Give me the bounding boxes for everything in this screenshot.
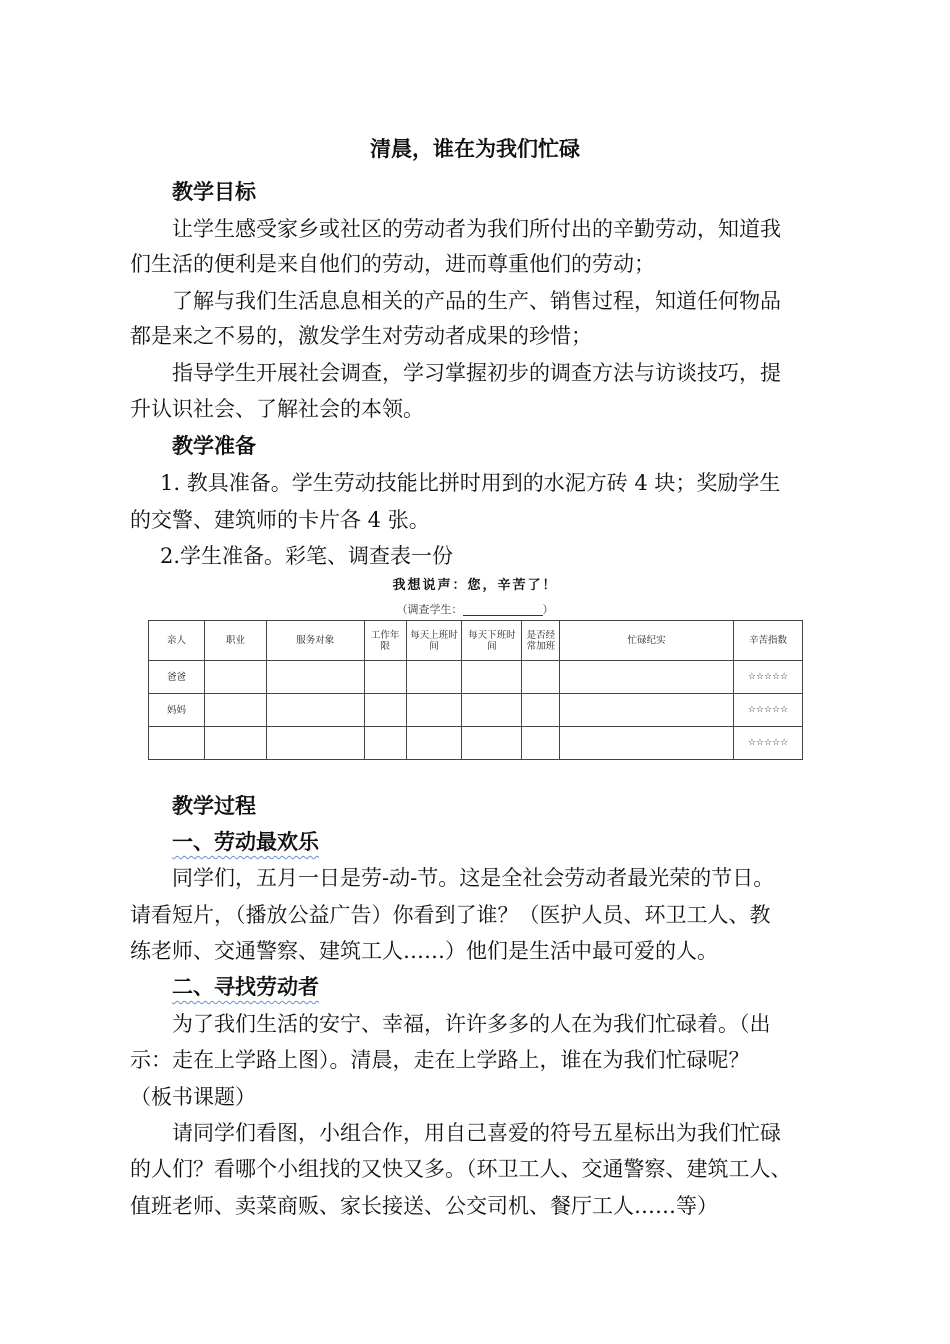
- table-row: [149, 694, 803, 727]
- goals-line: 指导学生开展社会调查，学习掌握初步的调查方法与访谈技巧，提: [172, 361, 781, 385]
- section1-heading: 一、劳动最欢乐: [172, 830, 319, 854]
- rating-stars: ☆☆☆☆☆: [733, 694, 802, 727]
- table-cell: [406, 694, 462, 727]
- table-cell: [266, 727, 364, 760]
- table-cell: [462, 661, 522, 694]
- document-title: 清晨，谁在为我们忙碌: [370, 137, 580, 161]
- survey-subtitle-prefix: （调查学生：: [396, 603, 463, 616]
- section2-line: （板书课题）: [130, 1085, 256, 1109]
- table-row: [149, 727, 803, 760]
- table-cell: [522, 727, 560, 760]
- table-row: [149, 661, 803, 694]
- process-heading: 教学过程: [172, 794, 256, 818]
- goals-line: 升认识社会、了解社会的本领。: [130, 397, 424, 421]
- table-cell: 爸爸: [149, 661, 205, 694]
- table-cell: [149, 727, 205, 760]
- table-cell: [522, 694, 560, 727]
- table-cell: [204, 661, 266, 694]
- table-cell: 妈妈: [149, 694, 205, 727]
- table-cell: [406, 727, 462, 760]
- prep-line: 的交警、建筑师的卡片各 4 张。: [130, 508, 430, 532]
- table-cell: [406, 661, 462, 694]
- table-cell: [266, 661, 364, 694]
- prep-line: 2.学生准备。彩笔、调查表一份: [160, 544, 454, 568]
- table-cell: [204, 694, 266, 727]
- table-cell: [560, 727, 734, 760]
- header-cell: 辛苦指数: [733, 621, 802, 661]
- section2-line: 为了我们生活的安宁、幸福，许许多多的人在为我们忙碌着。（出: [172, 1012, 771, 1036]
- section2-line: 请同学们看图，小组合作，用自己喜爱的符号五星标出为我们忙碌: [172, 1121, 781, 1145]
- rating-stars: ☆☆☆☆☆: [733, 727, 802, 760]
- goals-line: 让学生感受家乡或社区的劳动者为我们所付出的辛勤劳动，知道我: [172, 217, 781, 241]
- section2-line: 示：走在上学路上图）。清晨，走在上学路上，谁在为我们忙碌呢？: [130, 1048, 750, 1072]
- goals-line: 都是来之不易的，激发学生对劳动者成果的珍惜；: [130, 324, 592, 348]
- table-cell: [204, 727, 266, 760]
- student-name-blank: [463, 605, 543, 616]
- section2-heading: 二、寻找劳动者: [172, 975, 319, 999]
- header-cell: 工作年限: [364, 621, 406, 661]
- survey-subtitle-suffix: ）: [542, 603, 554, 616]
- table-cell: [364, 727, 406, 760]
- header-cell: 是否经常加班: [522, 621, 560, 661]
- survey-subtitle: [0, 601, 950, 617]
- prep-heading: 教学准备: [172, 434, 256, 458]
- table-cell: [266, 694, 364, 727]
- header-cell: 服务对象: [266, 621, 364, 661]
- header-cell: 忙碌纪实: [560, 621, 734, 661]
- header-cell: 每天下班时间: [462, 621, 522, 661]
- table-cell: [522, 661, 560, 694]
- section1-line: 练老师、交通警察、建筑工人……）他们是生活中最可爱的人。: [130, 939, 718, 963]
- table-cell: [364, 661, 406, 694]
- prep-line: 1. 教具准备。学生劳动技能比拼时用到的水泥方砖 4 块；奖励学生: [160, 471, 781, 495]
- rating-stars: ☆☆☆☆☆: [733, 661, 802, 694]
- survey-title: 我想说声：您，辛苦了！: [392, 578, 558, 593]
- section1-line: 请看短片，（播放公益广告）你看到了谁？（医护人员、环卫工人、教: [130, 903, 771, 927]
- section2-line: 的人们？看哪个小组找的又快又多。（环卫工人、交通警察、建筑工人、: [130, 1157, 792, 1181]
- table-cell: [560, 661, 734, 694]
- table-cell: [364, 694, 406, 727]
- header-cell: 职业: [204, 621, 266, 661]
- header-cell: 每天上班时间: [406, 621, 462, 661]
- goals-heading: 教学目标: [172, 180, 256, 204]
- goals-line: 们生活的便利是来自他们的劳动，进而尊重他们的劳动；: [130, 252, 655, 276]
- section2-line: 值班老师、卖菜商贩、家长接送、公交司机、餐厅工人……等）: [130, 1194, 718, 1218]
- table-cell: [560, 694, 734, 727]
- header-cell: 亲人: [149, 621, 205, 661]
- section1-line: 同学们，五月一日是劳-动-节。这是全社会劳动者最光荣的节日。: [172, 866, 775, 890]
- survey-table: [148, 620, 803, 760]
- table-cell: [462, 694, 522, 727]
- goals-line: 了解与我们生活息息相关的产品的生产、销售过程，知道任何物品: [172, 289, 781, 313]
- table-cell: [462, 727, 522, 760]
- table-header-row: [149, 621, 803, 661]
